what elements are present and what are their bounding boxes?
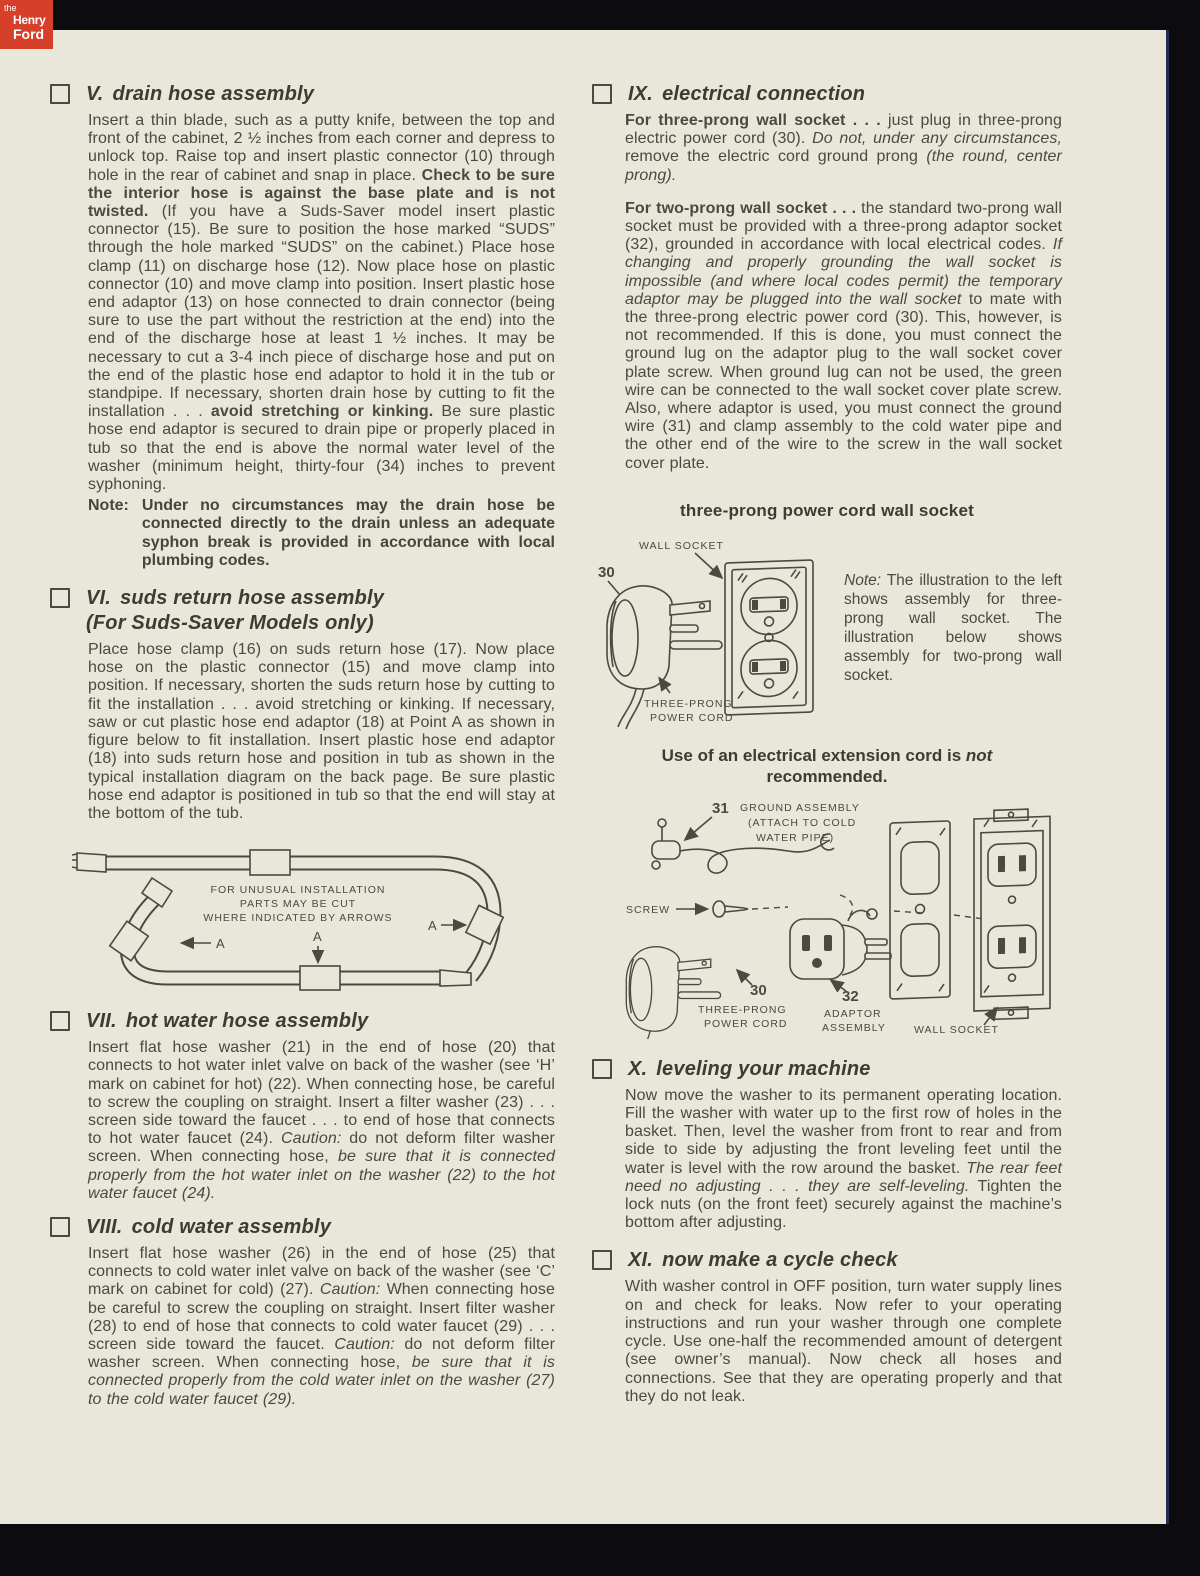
section-viii xyxy=(50,1215,555,1409)
logo-the: the xyxy=(4,3,17,13)
figure2-wall-socket-label: WALL SOCKET xyxy=(914,1023,999,1036)
section-ix-para2: For two-prong wall socket . . . the standard two-prong wall socket must be provided with a three-prong adaptor socket (32), grounded in accordance with local electrical codes. If changing and properly grounding the wall socket is impossible (and where local codes permit) the temporary adaptor may be plugged into the wall socket to mate with the three-prong electric power cord (30). This, however, is not recommended. If this is done, you must connect the ground lug on the adaptor plug to the wall socket cover plate screw. When ground lug can not be used, the green wire can be connected to the wall socket cover plate screw. Also, where adaptor is used, you must connect the ground wire (31) and clamp assembly to the cold water pipe and the other end of the wire to the screw in the wall socket cover plate. xyxy=(625,199,1062,472)
figure2-adaptor-label-line2: ASSEMBLY xyxy=(822,1021,886,1034)
section-ix-title xyxy=(628,82,865,107)
section-x-checkbox xyxy=(592,1059,612,1079)
section-x-body: Now move the washer to its permanent operating location. Fill the washer with water up to the first row of holes in the basket. Then, level the washer from front to rear and from side to side by adjusting the front leveling feet until the water is level with the row around the basket. The rear feet need no adjusting . . . they are self-leveling. Tighten the lock nuts (on the front feet) securely against the machine’s bottom after adjusting. xyxy=(625,1086,1063,1232)
adaptor-assembly-figure xyxy=(592,795,1062,1039)
section-x-numeral: X. xyxy=(628,1057,648,1080)
screw xyxy=(713,901,748,917)
section-vii-numeral: VII. xyxy=(86,1010,117,1033)
section-ix xyxy=(592,82,1062,473)
figure2-31-label: 31 xyxy=(712,799,729,817)
section-xi-title xyxy=(628,1248,898,1273)
wall-socket xyxy=(974,808,1050,1020)
figure2-cord-label-line2: POWER CORD xyxy=(704,1017,788,1030)
plug-socket-figure xyxy=(592,535,1062,731)
section-vii-body: Insert flat hose washer (21) in the end of hose (20) that connects to hot water inlet valve on back of the washer (see ‘H’ mark on cabinet for hot) (22). When connecting hose, be careful to screw the coupling on straight. Insert a filter washer (23) . . . screen side toward the faucet . . . to end of hose that connects to hot water faucet (24). Caution: do not deform filter washer screen. When connecting hose, be sure that it is connected properly from the hot water inlet on the washer (22) to the hot water faucet (24). xyxy=(88,1039,556,1202)
figure2-screw-label: SCREW xyxy=(626,903,671,916)
figure1-caption: three-prong power cord wall socket xyxy=(680,500,974,520)
hose-caption-line3: WHERE INDICATED BY ARROWS xyxy=(203,912,393,925)
section-vii-checkbox xyxy=(50,1011,70,1031)
section-ix-para1: For three-prong wall socket . . . just plug in three-prong electric power cord (30). Do not, under any circumstances, remove the electric cord ground prong (the round, center prong). xyxy=(625,112,1062,184)
section-vii-title-text: hot water hose assembly xyxy=(125,1010,369,1033)
hose-coupling-top xyxy=(250,850,290,875)
section-ix-numeral: IX. xyxy=(628,83,654,105)
cut-point-a-bottom-label: A xyxy=(313,929,323,945)
section-vi-title-text: suds return hose assembly xyxy=(120,587,385,610)
figure1-30-label: 30 xyxy=(598,563,615,581)
section-v-title-text: drain hose assembly xyxy=(112,83,315,105)
section-vi-numeral: VI. xyxy=(86,587,112,610)
figure2-adaptor-label-line1: ADAPTOR xyxy=(824,1007,882,1020)
cut-point-a-left-label: A xyxy=(216,936,226,952)
figure2-ground-label-line2: (ATTACH TO COLD xyxy=(748,816,857,829)
plug-socket-drawing xyxy=(592,535,842,731)
adaptor-assembly-drawing xyxy=(592,795,1062,1039)
figure1-cord-label-line2: POWER CORD xyxy=(650,711,734,724)
section-xi-body: With washer control in OFF position, turn water supply lines on and check for leaks. Now refer to your operating instructions and run your washer through one complete cycle. Use one-half the recommended amount of detergent (see owner’s manual). Now check all hoses and connections. See that they are operating properly and that they do not leak. xyxy=(625,1278,1062,1405)
section-v-note xyxy=(88,497,555,570)
figure1-note: Note: The illustration to the left shows assembly for three-prong wall socket. The illustration below shows assembly for two-prong wall socket. xyxy=(844,571,1062,684)
section-xi-checkbox xyxy=(592,1250,612,1270)
section-v-numeral: V. xyxy=(86,83,104,105)
henry-ford-logo xyxy=(0,0,53,49)
section-xi-title-text: now make a cycle check xyxy=(662,1249,898,1272)
figure2-cord-label-line1: THREE-PRONG xyxy=(698,1003,787,1016)
figure2-ground-label-line3: WATER PIPE) xyxy=(756,831,835,844)
adaptor-assembly xyxy=(790,909,891,979)
wall-socket-plate xyxy=(725,560,813,715)
hose-caption-line1: FOR UNUSUAL INSTALLATION xyxy=(210,884,386,897)
section-x xyxy=(592,1057,1062,1233)
right-column xyxy=(592,82,1062,1406)
cut-point-a-right-label: A xyxy=(428,918,438,934)
section-vi-title-line2: (For Suds-Saver Models only) xyxy=(86,612,374,635)
section-v-title xyxy=(86,82,314,107)
hose-coupling-left xyxy=(110,921,149,960)
suds-hose-figure xyxy=(50,829,555,997)
note-label: Note: xyxy=(88,497,129,515)
section-vi-body: Place hose clamp (16) on suds return hose (17). Now place hose on the plastic connector (15) and move clamp into position. If necessary, shorten the suds return hose by cutting to fit the installation . . . avoid stretching or kinking. If necessary, saw or cut plastic hose end adaptor (18) at Point A as shown in figure below to fit installation. Insert plastic hose end adaptor (18) into suds return hose and position in tub as shown in the typical installation diagram on the back page. Be sure plastic hose end adaptor is positioned in tub so that the end will stay at the bottom of the tub. xyxy=(88,641,555,822)
cover-plate xyxy=(890,821,950,999)
section-vi-checkbox xyxy=(50,588,70,608)
section-vi-title xyxy=(86,586,384,636)
section-ix-checkbox xyxy=(592,84,612,104)
section-viii-title-text: cold water assembly xyxy=(131,1215,332,1238)
section-vi xyxy=(50,586,555,823)
section-xi xyxy=(592,1248,1062,1405)
left-column xyxy=(50,82,555,1409)
figure2-30-label: 30 xyxy=(750,981,767,999)
figure1-cord-label-line1: THREE-PRONG xyxy=(644,697,733,710)
hose-coupling-bottom xyxy=(300,966,340,990)
note-text: Under no circumstances may the drain hose be connected directly to the drain unless an adequate syphon break is provided in accordance with local plumbing codes. xyxy=(141,497,555,569)
section-viii-checkbox xyxy=(50,1217,70,1237)
section-xi-numeral: XI. xyxy=(628,1249,654,1272)
section-vii xyxy=(50,1009,555,1203)
section-vii-title xyxy=(86,1009,368,1034)
section-viii-numeral: VIII. xyxy=(86,1215,123,1238)
section-v-checkbox xyxy=(50,84,70,104)
hose-caption-line2: PARTS MAY BE CUT xyxy=(239,898,357,911)
section-v xyxy=(50,82,555,570)
figure2-ground-label-line1: GROUND ASSEMBLY xyxy=(740,801,860,814)
manual-page xyxy=(0,30,1169,1524)
suds-hose-drawing xyxy=(50,829,540,997)
section-v-body: Insert a thin blade, such as a putty knife, between the top and front of the cabinet, 2 ½ inches from each corner and depress to unlock top. Raise top and insert plastic connector (10) through hole in the rear of cabinet and snap in place. Check to be sure the interior hose is against the base plate and is not twisted. (If you have a Suds-Saver model insert plastic connector (15). Be sure to position the hose marked “SUDS” through the hole marked “SUDS” on the cabinet.) Place hose clamp (11) on discharge hose (12). Now place hose on plastic connector (10) and move clamp into position. Insert plastic hose end adaptor (13) on hose connected to drain connector (being sure to use the part without the restriction at the end) into the end of the discharge hose at least 1 ½ inches. It may be necessary to cut a 3-4 inch piece of discharge hose and put on the end of the plastic hose end adaptor to hold it in the tub or standpipe. If necessary, shorten drain hose by cutting to fit the installation . . . avoid stretching or kinking. Be sure plastic hose end adaptor is secured to drain pipe or properly placed in tub so that the end is above the normal water level of the washer (minimum height, thirty-four (34) inches to prevent syphoning. xyxy=(88,112,556,494)
logo-ford: Ford xyxy=(13,26,45,42)
figure1-wall-socket-label: WALL SOCKET xyxy=(639,539,724,552)
figure2-32-label: 32 xyxy=(842,987,859,1005)
section-viii-body: Insert flat hose washer (26) in the end of hose (25) that connects to cold water inlet valve on back of the washer (see ‘C’ mark on cabinet for cold) (27). Caution: When connecting hose be careful to screw the coupling on straight. Insert filter washer (28) to end of hose that connects to cold water faucet (29) . . . screen side toward the faucet. Caution: do not deform filter washer screen. When connecting hose, be sure that it is connected properly from the cold water inlet on the washer (27) to the cold water faucet (29). xyxy=(88,1244,555,1408)
extension-cord-note: Use of an electrical extension cord is not recommended. xyxy=(661,745,993,786)
section-x-title xyxy=(628,1057,871,1082)
logo-henry: Henry xyxy=(13,13,46,27)
section-x-title-text: leveling your machine xyxy=(656,1057,871,1080)
section-ix-title-text: electrical connection xyxy=(662,83,866,105)
section-viii-title xyxy=(86,1215,331,1240)
